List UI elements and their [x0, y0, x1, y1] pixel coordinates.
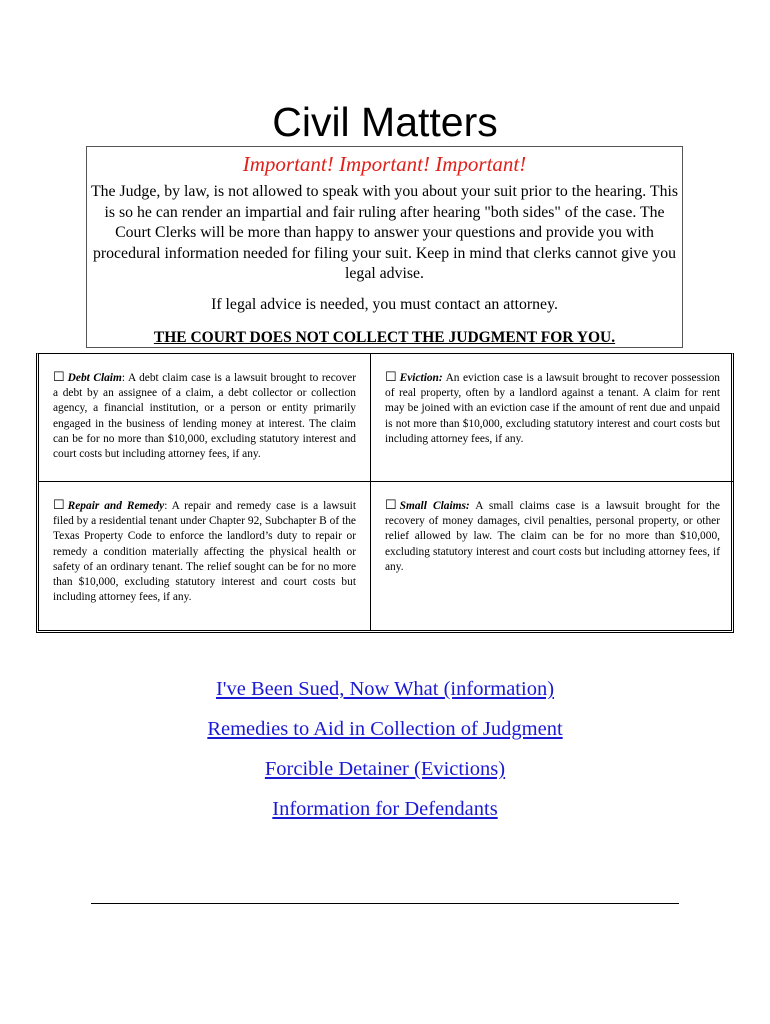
- checkbox-repair-and-remedy[interactable]: ☐: [53, 497, 65, 512]
- link-remedies-collection-judgment[interactable]: Remedies to Aid in Collection of Judgment: [207, 718, 563, 740]
- case-label-small-claims: Small Claims:: [399, 500, 470, 512]
- case-label-debt-claim: Debt Claim: [67, 372, 122, 384]
- case-separator: :: [164, 500, 172, 512]
- case-description-eviction: An eviction case is a lawsuit brought to recover possession of real property, often by a landlord against a tenant. A claim for rent may be joined with an eviction case if the amount of rent due and unpaid is not more than $10,000, excluding statutory interest and court costs but including attorney fees, if any.: [385, 372, 720, 445]
- link-ive-been-sued[interactable]: I've Been Sued, Now What (information): [215, 678, 555, 700]
- court-notice-text: THE COURT DOES NOT COLLECT THE JUDGMENT FOR YOU.: [153, 329, 616, 346]
- info-links: [0, 676, 770, 836]
- case-cell-small-claims: [370, 482, 734, 630]
- horizontal-rule: [91, 903, 679, 904]
- page-title: Civil Matters: [272, 99, 498, 145]
- checkbox-debt-claim[interactable]: ☐: [53, 369, 65, 384]
- case-description-repair-and-remedy: A repair and remedy case is a lawsuit filed by a residential tenant under Chapter 92, Subchapter B of the Texas Property Code to enforce the landlord’s duty to repair or remedy a condition materially affecting the physical health or safety of an ordinary tenant. The relief sought can be for no more than $10,000, excluding statutory interest and court costs but including attorney fees, if any.: [53, 500, 356, 604]
- checkbox-small-claims[interactable]: ☐: [385, 497, 397, 512]
- case-types-table: [36, 353, 734, 633]
- case-cell-eviction: [370, 354, 734, 482]
- notice-body-text: The Judge, by law, is not allowed to speak with you about your suit prior to the hearing. This is so he can render an impartial and fair ruling after hearing "both sides" of the case. The Court Clerks will be more than happy to answer your questions and provide you with procedural information needed for filing your suit. Keep in mind that clerks cannot give you legal advise.: [90, 183, 679, 282]
- case-cell-repair-and-remedy: [39, 482, 370, 630]
- link-forcible-detainer[interactable]: Forcible Detainer (Evictions): [264, 758, 506, 780]
- important-notice-box: [86, 146, 683, 348]
- legal-advice-text: If legal advice is needed, you must contact an attorney.: [211, 296, 558, 313]
- case-label-eviction: Eviction:: [399, 372, 443, 384]
- case-separator: :: [121, 372, 128, 384]
- important-heading: Important! Important! Important!: [242, 152, 527, 176]
- checkbox-eviction[interactable]: ☐: [385, 369, 397, 384]
- link-information-for-defendants[interactable]: Information for Defendants: [272, 798, 498, 820]
- case-cell-debt-claim: [39, 354, 370, 482]
- case-label-repair-and-remedy: Repair and Remedy: [67, 500, 165, 512]
- case-description-debt-claim: A debt claim case is a lawsuit brought to recover a debt by an assignee of a claim, a debt collector or collection agency, a financial institution, or a person or entity primarily engaged in the business of lending money at interest. The claim can be for no more than $10,000, excluding statutory interest and court costs but including attorney fees, if any.: [53, 372, 356, 461]
- case-description-small-claims: A small claims case is a lawsuit brought for the recovery of money damages, civil penalties, personal property, or other relief allowed by law. The claim can be for no more than $10,000, excluding statutory interest and court costs but including attorney fees, if any.: [385, 500, 720, 573]
